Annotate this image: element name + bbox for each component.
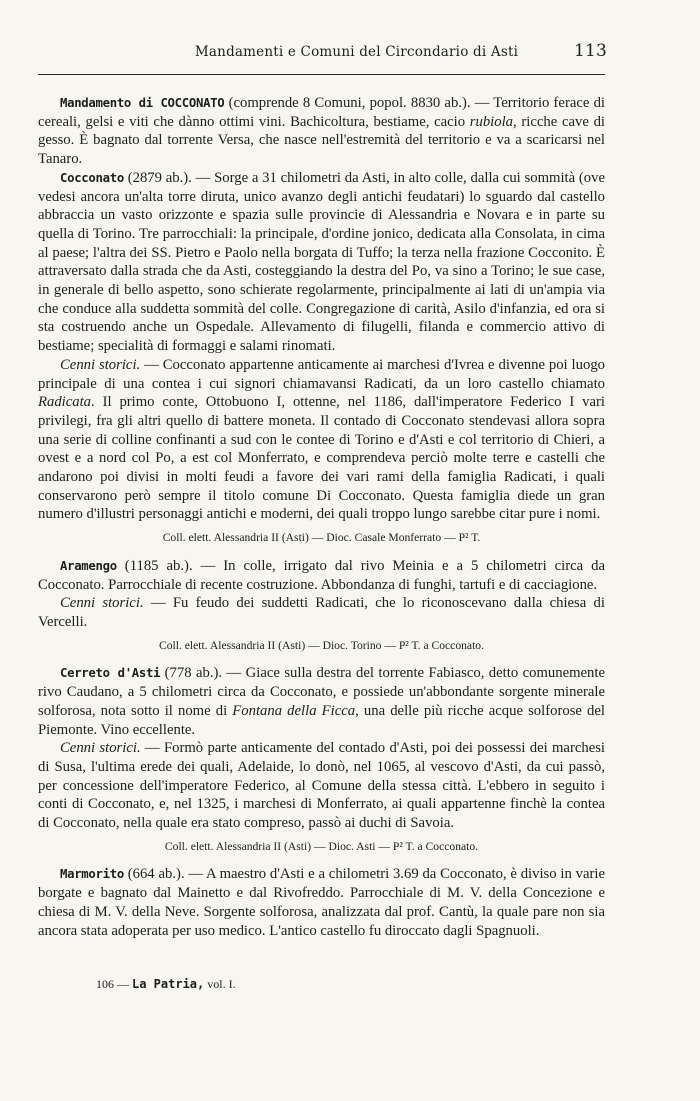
cocconato-history-b: . Il primo conte, Ottobuono I, ottenne, nel 1186, dall'imperatore Federico I vari privilegi, fra gli altri quello di battere moneta. Il contado di Cocconato stendevasi allora sopra una serie di colline confinanti a sud con le contee di Torino e d'Asti e col territorio di Chieri, a ovest e a nord col Po, a est col Monferrato, e comprendeva perciò molte terre e castelli che andarono poi divisi in molti feudi a favore dei vari rami della famiglia Radicati, i quali conservarono però sempre il titolo comune Di Cocconato. Questa famiglia diede un gran numero d'illustri personaggi antichi e moderni, dei quali troppo lungo sarebbe citar pure i nomi. xyxy=(38,394,605,523)
signature-mark: 106 — xyxy=(96,977,129,991)
footer-signature xyxy=(96,977,236,992)
page-body xyxy=(38,94,605,940)
cerreto-description-italic: Fontana della Ficca xyxy=(232,702,356,719)
entry-title-cocconato: Cocconato xyxy=(60,170,124,185)
cocconato-description: (2879 ab.). — Sorge a 31 chilometri da Asti, in alto colle, dalla cui sommità (ove vedesi ancora un'alta torre diruta, unico avanzo degli antichi feudatari) lo sguardo dal castello abbraccia un vasto orizzonte e spazia sulle provincie di Alessandria e Novara e in parte su quella di Torino. Tre parrocchiali: la principale, d'ordine jonico, dedicata alla Consolata, in cima al paese; l'altra dei SS. Pietro e Paolo nella borgata di Tuffo; la terza nella frazione Cocconito. È attraversato dalla strada che da Asti, costeggiando la destra del Po, va sino a Torino; le sue case, in generale di bello aspetto, sono schierate regolarmente, principalmente ai lati di un'ampia via che conduce alla suddetta sommità del colle. Congregazione di carità, Asilo d'infanzia, ed ora si sta costruendo anche un Ospedale. Allevamento di filugelli, filanda e commercio attivo di bestiame; specialità di formaggi e salami rinomati. xyxy=(38,169,605,355)
entry-title-mandamento: Mandamento di COCCONATO xyxy=(60,96,225,110)
running-title: Mandamenti e Comuni del Circondario di Asti xyxy=(194,44,519,60)
cocconato-history-a: — Cocconato appartenne anticamente ai marchesi d'Ivrea e divenne poi luogo principale di una contea i cui signori chiamavansi Radicati, da un loro castello chiamato xyxy=(38,356,606,392)
history-label: Cenni storici. xyxy=(60,356,141,373)
cocconato-history-italic: Radicata xyxy=(38,394,92,411)
marmorito-paragraph xyxy=(38,865,605,940)
entry-title-marmorito: Marmorito xyxy=(60,867,124,882)
series-title: La Patria, xyxy=(132,977,205,991)
mandamento-rest: , ricche cave di gesso. È bagnato dal torrente Versa, che nasce nell'estremità del territorio e va a scaricarsi nel Tanaro. xyxy=(38,113,605,168)
cerreto-history-text: — Formò parte anticamente del contado d'Asti, poi dei possessi dei marchesi di Susa, l'ultima erede dei quali, Adelaide, lo donò, nel 1065, al vescovo d'Asti, da cui passò, per concessione dell'imperatore Federico, al Comune della stessa città. L'ebbero in seguito i conti di Cocconato, e, nel 1325, i marchesi di Monferrato, ai quali appartenne finchè la contea di Cocconato, nella quale era stato compreso, passò ai duchi di Savoia. xyxy=(38,740,606,832)
page-number: 113 xyxy=(573,41,607,61)
header-rule xyxy=(38,74,605,75)
mandamento-lead: (comprende 8 Comuni, popol. 8830 ab.). — Territorio ferace di cereali, gelsi e viti che dànno ottimi vini. Bachicoltura, bestiame, cacio xyxy=(38,95,605,130)
history-label: Cenni storici. xyxy=(60,740,141,757)
cocconato-paragraph xyxy=(38,169,605,356)
marmorito-description: (664 ab.). — A maestro d'Asti e a chilometri 3.69 da Cocconato, è diviso in varie borgate e bagnato dal Mainetto e dal Rivofreddo. Parrocchiale di M. V. della Concezione e chiesa di M. V. della Neve. Sorgente solforosa, analizzata dal prof. Cantù, la quale pare non sia ancora stata adoperata per uso medico. L'antico castello fu diroccato dagli Spagnuoli. xyxy=(38,866,605,939)
volume-label: vol. I. xyxy=(207,977,236,991)
entry-title-cerreto: Cerreto d'Asti xyxy=(60,666,161,681)
running-header xyxy=(38,41,607,61)
cerreto-history xyxy=(38,739,605,833)
cocconato-coll: Coll. elett. Alessandria II (Asti) — Dioc. Casale Monferrato — P² T. xyxy=(162,531,481,545)
entry-title-aramengo: Aramengo xyxy=(60,558,117,573)
aramengo-history-text: — Fu feudo dei suddetti Radicati, che lo riconoscevano dalla chiesa di Vercelli. xyxy=(38,595,605,630)
history-label: Cenni storici. xyxy=(60,595,144,612)
mandamento-italic: rubiola xyxy=(469,113,514,130)
cerreto-coll: Coll. elett. Alessandria II (Asti) — Dioc. Asti — P² T. a Cocconato. xyxy=(164,839,479,853)
cocconato-history xyxy=(38,356,605,524)
aramengo-coll: Coll. elett. Alessandria II (Asti) — Dioc. Torino — P² T. a Cocconato. xyxy=(159,638,484,652)
cerreto-description-a: (778 ab.). — Giace sulla destra del torrente Fabiasco, detto comunemente rivo Caudano, a 5 chilometri circa da Cocconato, e possiede un'abbondante sorgente minerale solforosa, nota sotto il nome di xyxy=(38,665,605,719)
aramengo-paragraph xyxy=(38,557,605,594)
cerreto-description-b: , una delle più ricche acque solforose del Piemonte. Vino eccellente. xyxy=(38,702,605,738)
aramengo-description: (1185 ab.). — In colle, irrigato dal rivo Meinia e a 5 chilometri circa da Cocconato. Parrocchiale di recente costruzione. Abbondanza di funghi, tartufi e di cacciagione. xyxy=(38,557,605,593)
mandamento-paragraph xyxy=(38,94,605,169)
aramengo-history xyxy=(38,594,605,631)
cerreto-paragraph xyxy=(38,664,605,739)
